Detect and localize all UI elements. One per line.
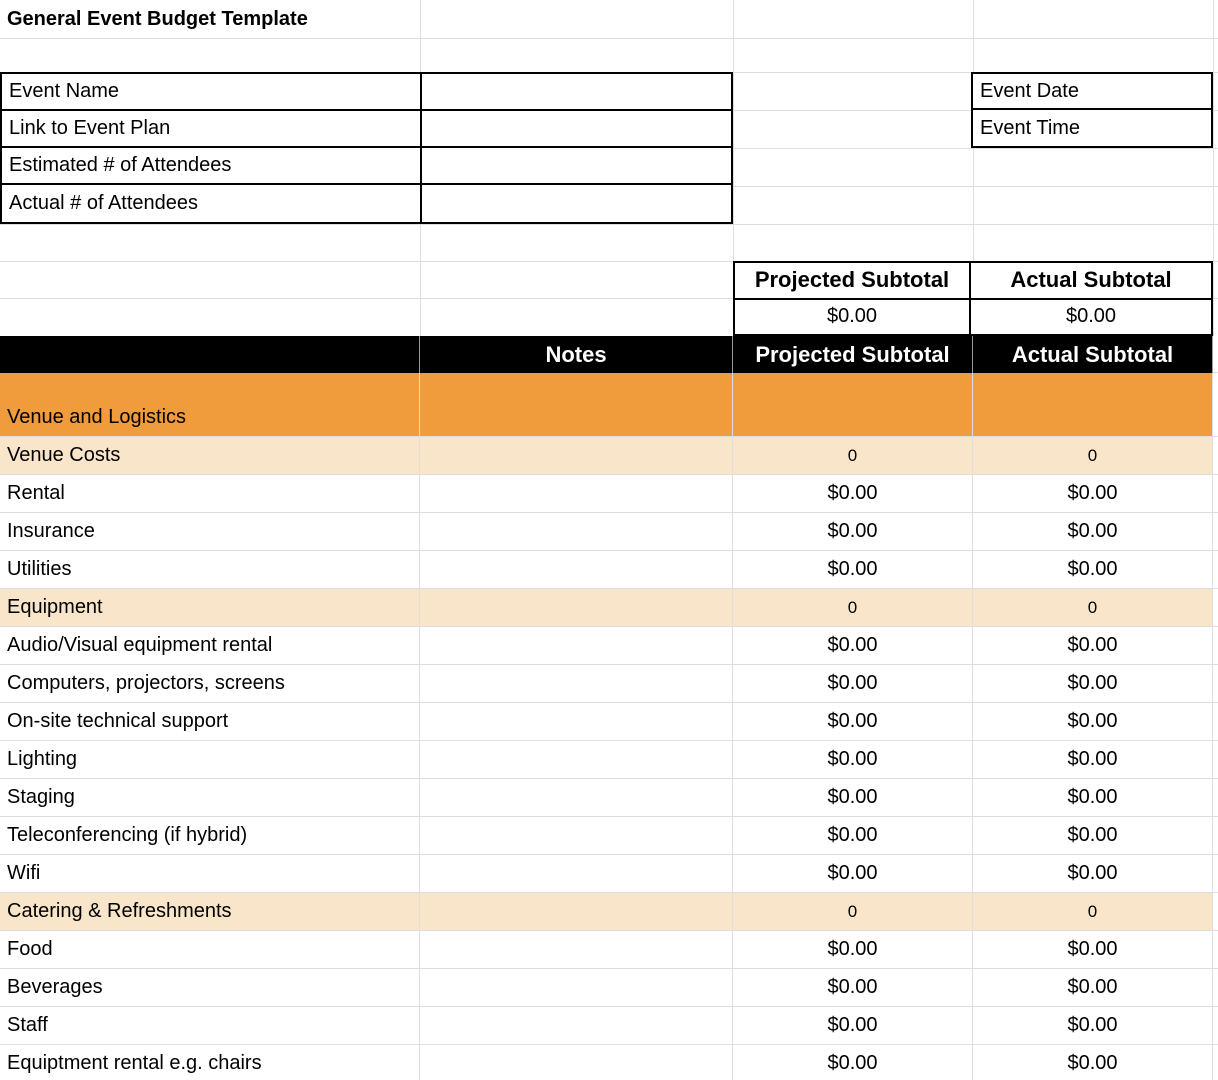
budget-projected-cell[interactable]: $0.00 xyxy=(733,665,973,703)
header-category-cell[interactable] xyxy=(0,336,420,373)
budget-actual-cell[interactable]: $0.00 xyxy=(973,855,1213,893)
grid-sliver xyxy=(1213,373,1218,437)
budget-label-cell[interactable]: Utilities xyxy=(0,551,420,589)
budget-row xyxy=(0,741,1218,779)
budget-actual-cell[interactable]: $0.00 xyxy=(973,779,1213,817)
event-plan-link-label-cell[interactable]: Link to Event Plan xyxy=(2,111,422,146)
budget-projected-cell[interactable]: $0.00 xyxy=(733,1007,973,1045)
budget-row xyxy=(0,589,1218,627)
grid-sliver xyxy=(1213,855,1218,893)
budget-projected-cell[interactable] xyxy=(733,373,973,437)
budget-label-cell[interactable]: Lighting xyxy=(0,741,420,779)
budget-actual-cell[interactable]: 0 xyxy=(973,437,1213,475)
budget-projected-cell[interactable]: $0.00 xyxy=(733,513,973,551)
budget-actual-cell[interactable]: 0 xyxy=(973,589,1213,627)
budget-rows xyxy=(0,373,1218,1080)
budget-actual-cell[interactable]: $0.00 xyxy=(973,741,1213,779)
budget-label-cell[interactable]: Food xyxy=(0,931,420,969)
budget-projected-cell[interactable]: 0 xyxy=(733,437,973,475)
budget-notes-cell[interactable] xyxy=(420,373,733,437)
budget-notes-cell[interactable] xyxy=(420,969,733,1007)
grid-sliver xyxy=(1213,893,1218,931)
budget-label-cell[interactable]: Equipment xyxy=(0,589,420,627)
actual-subtotal-value-cell[interactable]: $0.00 xyxy=(1065,305,1117,328)
budget-notes-cell[interactable] xyxy=(420,893,733,931)
grid-sliver xyxy=(1213,817,1218,855)
budget-actual-cell[interactable] xyxy=(973,373,1213,437)
budget-actual-cell[interactable]: $0.00 xyxy=(973,817,1213,855)
budget-row xyxy=(0,931,1218,969)
grid-sliver xyxy=(1213,703,1218,741)
budget-label-cell[interactable]: Computers, projectors, screens xyxy=(0,665,420,703)
budget-row xyxy=(0,665,1218,703)
budget-actual-cell[interactable]: $0.00 xyxy=(973,931,1213,969)
event-time-cell[interactable]: Event Time xyxy=(980,116,1081,139)
budget-notes-cell[interactable] xyxy=(420,817,733,855)
budget-row xyxy=(0,551,1218,589)
grid-sliver xyxy=(1213,475,1218,513)
actual-attendees-value-cell[interactable] xyxy=(422,185,731,222)
budget-label-cell[interactable]: Beverages xyxy=(0,969,420,1007)
grid-sliver xyxy=(1213,437,1218,475)
budget-projected-cell[interactable]: $0.00 xyxy=(733,741,973,779)
budget-notes-cell[interactable] xyxy=(420,779,733,817)
event-date-cell[interactable]: Event Date xyxy=(973,74,1211,110)
budget-notes-cell[interactable] xyxy=(420,703,733,741)
budget-projected-cell[interactable]: $0.00 xyxy=(733,1045,973,1080)
budget-label-cell[interactable]: Insurance xyxy=(0,513,420,551)
subtotal-summary-header-row xyxy=(735,263,1211,300)
subtotal-summary-box xyxy=(733,261,1213,336)
budget-actual-cell[interactable]: $0.00 xyxy=(973,627,1213,665)
budget-label-cell[interactable]: Staff xyxy=(0,1007,420,1045)
grid-sliver xyxy=(1213,665,1218,703)
header-projected-subtotal-cell[interactable]: Projected Subtotal xyxy=(733,336,973,373)
budget-projected-cell[interactable]: $0.00 xyxy=(733,475,973,513)
projected-subtotal-value-cell[interactable]: $0.00 xyxy=(735,300,971,335)
budget-projected-cell[interactable]: $0.00 xyxy=(733,551,973,589)
budget-projected-cell[interactable]: $0.00 xyxy=(733,627,973,665)
budget-table xyxy=(0,336,1218,1080)
budget-notes-cell[interactable] xyxy=(420,931,733,969)
budget-actual-cell[interactable]: $0.00 xyxy=(973,551,1213,589)
budget-table-header-row xyxy=(0,336,1218,373)
grid-sliver xyxy=(1213,1007,1218,1045)
budget-actual-cell[interactable]: $0.00 xyxy=(973,1045,1213,1080)
actual-subtotal-header-cell[interactable]: Actual Subtotal xyxy=(1010,267,1172,293)
budget-notes-cell[interactable] xyxy=(420,855,733,893)
budget-row xyxy=(0,475,1218,513)
grid-sliver xyxy=(1213,779,1218,817)
gridline-horizontal xyxy=(0,224,1218,225)
budget-row xyxy=(0,373,1218,437)
budget-row xyxy=(0,893,1218,931)
grid-sliver xyxy=(1213,969,1218,1007)
grid-sliver xyxy=(1213,513,1218,551)
budget-projected-cell[interactable]: $0.00 xyxy=(733,703,973,741)
info-row xyxy=(2,74,731,111)
budget-row xyxy=(0,437,1218,475)
budget-notes-cell[interactable] xyxy=(420,1045,733,1080)
event-name-label-cell[interactable]: Event Name xyxy=(2,74,422,109)
budget-notes-cell[interactable] xyxy=(420,551,733,589)
budget-row xyxy=(0,1045,1218,1080)
info-row xyxy=(2,148,731,185)
budget-row xyxy=(0,703,1218,741)
grid-sliver xyxy=(1213,627,1218,665)
budget-projected-cell[interactable]: 0 xyxy=(733,589,973,627)
budget-projected-cell[interactable]: $0.00 xyxy=(733,969,973,1007)
budget-label-cell[interactable]: Catering & Refreshments xyxy=(0,893,420,931)
estimated-attendees-label-cell[interactable]: Estimated # of Attendees xyxy=(2,148,422,183)
budget-notes-cell[interactable] xyxy=(420,513,733,551)
budget-projected-cell[interactable]: $0.00 xyxy=(733,779,973,817)
grid-sliver xyxy=(1213,336,1218,373)
budget-actual-cell[interactable]: $0.00 xyxy=(973,969,1213,1007)
budget-label-cell[interactable]: Audio/Visual equipment rental xyxy=(0,627,420,665)
budget-label-cell[interactable]: Venue Costs xyxy=(0,437,420,475)
budget-label-cell[interactable]: Rental xyxy=(0,475,420,513)
grid-sliver xyxy=(1213,741,1218,779)
budget-projected-cell[interactable]: $0.00 xyxy=(733,855,973,893)
budget-notes-cell[interactable] xyxy=(420,665,733,703)
budget-row xyxy=(0,1007,1218,1045)
budget-label-cell[interactable]: Staging xyxy=(0,779,420,817)
budget-actual-cell[interactable]: 0 xyxy=(973,893,1213,931)
estimated-attendees-value-cell[interactable] xyxy=(422,148,731,183)
event-plan-link-value-cell[interactable] xyxy=(422,111,731,146)
budget-label-cell[interactable]: Teleconferencing (if hybrid) xyxy=(0,817,420,855)
budget-label-cell[interactable]: Equiptment rental e.g. chairs xyxy=(0,1045,420,1080)
budget-notes-cell[interactable] xyxy=(420,1007,733,1045)
actual-attendees-label-cell[interactable]: Actual # of Attendees xyxy=(2,185,422,222)
budget-notes-cell[interactable] xyxy=(420,437,733,475)
budget-actual-cell[interactable]: $0.00 xyxy=(973,665,1213,703)
budget-actual-cell[interactable]: $0.00 xyxy=(973,703,1213,741)
budget-actual-cell[interactable]: $0.00 xyxy=(973,1007,1213,1045)
budget-projected-cell[interactable]: $0.00 xyxy=(733,817,973,855)
budget-label-cell[interactable]: Wifi xyxy=(0,855,420,893)
budget-row xyxy=(0,817,1218,855)
header-notes-cell[interactable]: Notes xyxy=(420,336,733,373)
budget-projected-cell[interactable]: 0 xyxy=(733,893,973,931)
grid-sliver xyxy=(1213,589,1218,627)
budget-actual-cell[interactable]: $0.00 xyxy=(973,513,1213,551)
info-row xyxy=(2,111,731,148)
budget-row xyxy=(0,855,1218,893)
budget-row xyxy=(0,513,1218,551)
grid-sliver xyxy=(1213,1045,1218,1080)
budget-row xyxy=(0,969,1218,1007)
budget-notes-cell[interactable] xyxy=(420,589,733,627)
event-datetime-box xyxy=(971,72,1213,148)
budget-row xyxy=(0,627,1218,665)
info-row xyxy=(2,185,731,222)
budget-label-cell[interactable]: On-site technical support xyxy=(0,703,420,741)
budget-projected-cell[interactable]: $0.00 xyxy=(733,931,973,969)
header-actual-subtotal-cell[interactable]: Actual Subtotal xyxy=(973,336,1213,373)
budget-notes-cell[interactable] xyxy=(420,627,733,665)
page-title[interactable]: General Event Budget Template xyxy=(7,7,308,30)
budget-notes-cell[interactable] xyxy=(420,475,733,513)
top-area xyxy=(0,0,1218,336)
budget-actual-cell[interactable]: $0.00 xyxy=(973,475,1213,513)
projected-subtotal-header-cell[interactable]: Projected Subtotal xyxy=(735,263,971,298)
budget-row xyxy=(0,779,1218,817)
budget-label-cell[interactable]: Venue and Logistics xyxy=(0,373,420,437)
event-info-box xyxy=(0,72,733,224)
event-name-value-cell[interactable] xyxy=(422,74,731,109)
grid-sliver xyxy=(1213,931,1218,969)
budget-notes-cell[interactable] xyxy=(420,741,733,779)
subtotal-summary-value-row xyxy=(735,300,1211,335)
grid-sliver xyxy=(1213,551,1218,589)
gridline-horizontal xyxy=(0,38,1218,39)
gridline-vertical xyxy=(1213,0,1214,336)
